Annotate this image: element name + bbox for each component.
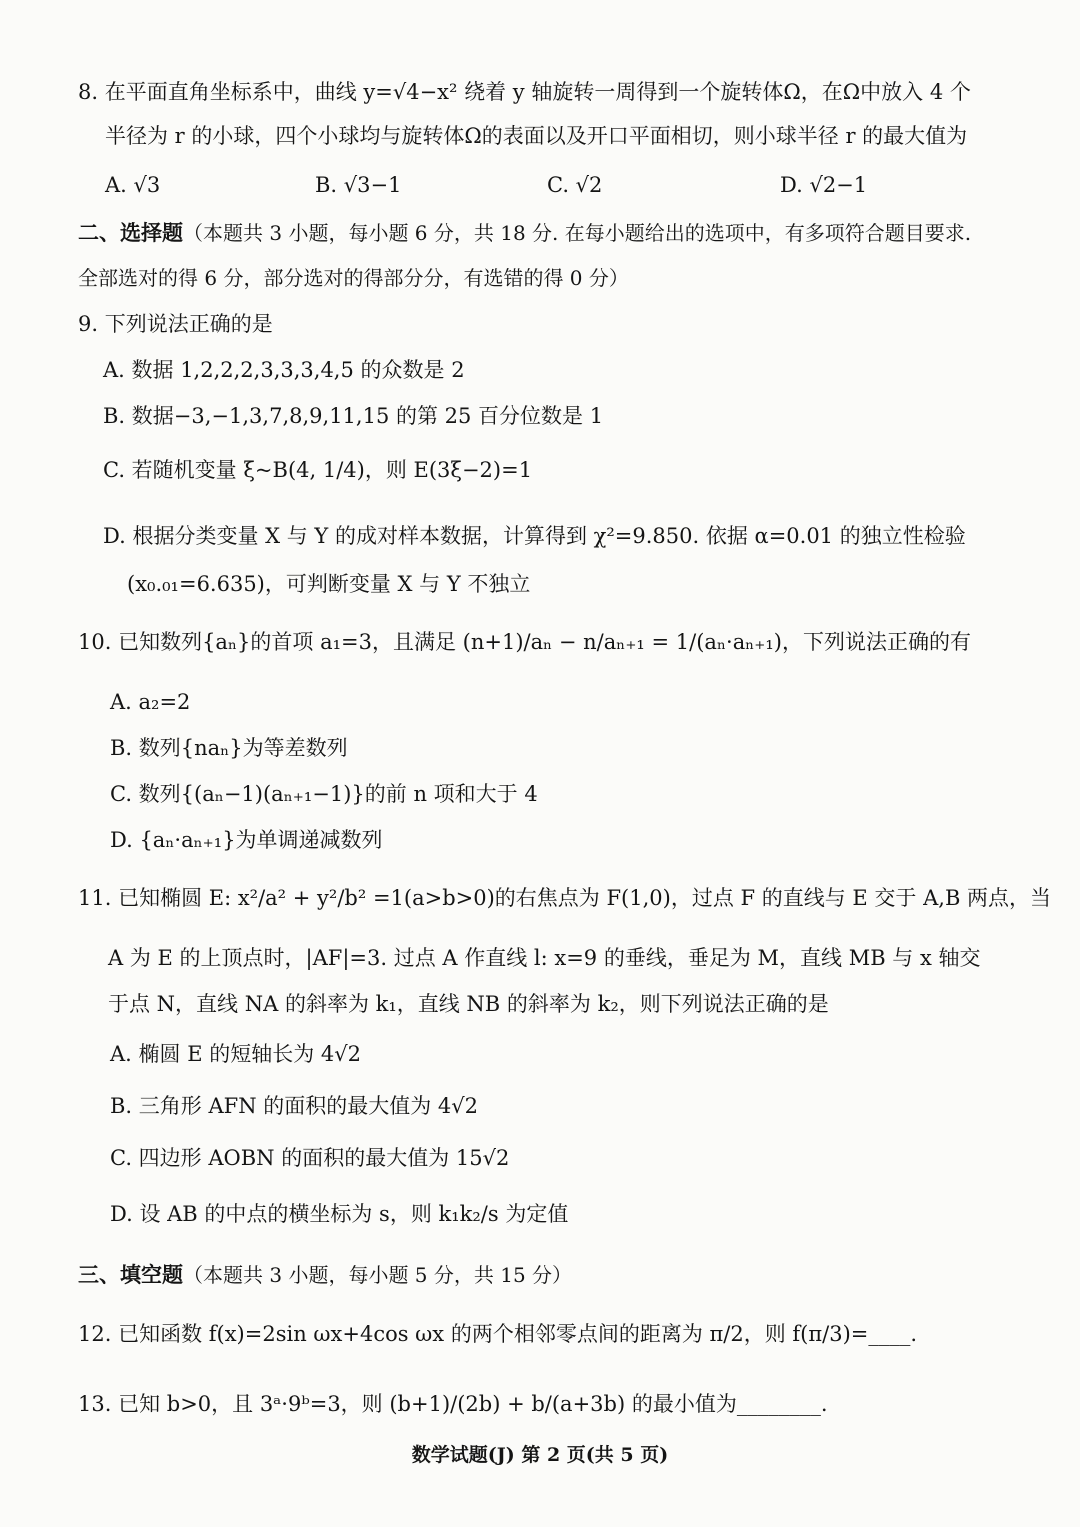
q8-line-2: 半径为 r 的小球，四个小球均与旋转体Ω的表面以及开口平面相切，则小球半径 r 的最大值为: [105, 124, 968, 148]
section-3-header: [78, 1262, 572, 1287]
section-2-instructions-1: （本题共 3 小题，每小题 6 分，共 18 分. 在每小题给出的选项中，有多项符合题目要求.: [183, 221, 972, 245]
q11-line-1: 11. 已知椭圆 E: x²/a² + y²/b² =1(a>b>0)的右焦点为 F(1,0)，过点 F 的直线与 E 交于 A,B 两点，当: [78, 886, 1052, 910]
q9-option-d-line-1: D. 根据分类变量 X 与 Y 的成对样本数据，计算得到 χ²=9.850. 依据 α=0.01 的独立性检验: [103, 524, 966, 548]
q8-option-b: B. √3−1: [315, 173, 402, 197]
section-2-header: [78, 220, 971, 245]
section-2-title: 二、选择题: [78, 220, 183, 245]
q10-option-a: A. a₂=2: [110, 690, 191, 714]
q13-text: 13. 已知 b>0，且 3ᵃ·9ᵇ=3，则 (b+1)/(2b) + b/(a+3b) 的最小值为________.: [78, 1392, 828, 1416]
section-3-title: 三、填空题: [78, 1262, 183, 1287]
q10-option-d: D. {aₙ·aₙ₊₁}为单调递减数列: [110, 828, 383, 852]
q8-option-a: A. √3: [105, 173, 161, 197]
section-3-instructions: （本题共 3 小题，每小题 5 分，共 15 分）: [183, 1263, 573, 1287]
q10-option-c: C. 数列{(aₙ−1)(aₙ₊₁−1)}的前 n 项和大于 4: [110, 782, 538, 806]
q12-text: 12. 已知函数 f(x)=2sin ωx+4cos ωx 的两个相邻零点间的距离为 π/2，则 f(π/3)=____.: [78, 1322, 918, 1346]
section-2-instructions-2: 全部选对的得 6 分，部分选对的得部分分，有选错的得 0 分）: [78, 266, 629, 290]
q10-stem: 10. 已知数列{aₙ}的首项 a₁=3，且满足 (n+1)/aₙ − n/aₙ₊₁ = 1/(aₙ·aₙ₊₁)，下列说法正确的有: [78, 630, 972, 654]
q8-option-d: D. √2−1: [780, 173, 868, 197]
q11-option-d: D. 设 AB 的中点的横坐标为 s，则 k₁k₂/s 为定值: [110, 1202, 569, 1226]
q11-line-3: 于点 N，直线 NA 的斜率为 k₁，直线 NB 的斜率为 k₂，则下列说法正确的是: [108, 992, 829, 1016]
q11-option-a: A. 椭圆 E 的短轴长为 4√2: [110, 1042, 361, 1066]
q9-option-d-line-2: (x₀.₀₁=6.635)，可判断变量 X 与 Y 不独立: [127, 572, 531, 596]
q11-option-c: C. 四边形 AOBN 的面积的最大值为 15√2: [110, 1146, 510, 1170]
page-footer: 数学试题(J) 第 2 页(共 5 页): [411, 1444, 669, 1466]
q9-option-c: C. 若随机变量 ξ~B(4, 1/4)，则 E(3ξ−2)=1: [103, 458, 533, 482]
q11-option-b: B. 三角形 AFN 的面积的最大值为 4√2: [110, 1094, 479, 1118]
q11-line-2: A 为 E 的上顶点时，|AF|=3. 过点 A 作直线 l: x=9 的垂线，垂足为 M，直线 MB 与 x 轴交: [108, 946, 981, 970]
q8-line-1: 8. 在平面直角坐标系中，曲线 y=√4−x² 绕着 y 轴旋转一周得到一个旋转体Ω，在Ω中放入 4 个: [78, 80, 971, 104]
q9-stem: 9. 下列说法正确的是: [78, 312, 273, 336]
q8-option-c: C. √2: [547, 173, 603, 197]
q9-option-b: B. 数据−3,−1,3,7,8,9,11,15 的第 25 百分位数是 1: [103, 404, 604, 428]
q10-option-b: B. 数列{naₙ}为等差数列: [110, 736, 348, 760]
q9-option-a: A. 数据 1,2,2,2,3,3,3,4,5 的众数是 2: [103, 358, 465, 382]
